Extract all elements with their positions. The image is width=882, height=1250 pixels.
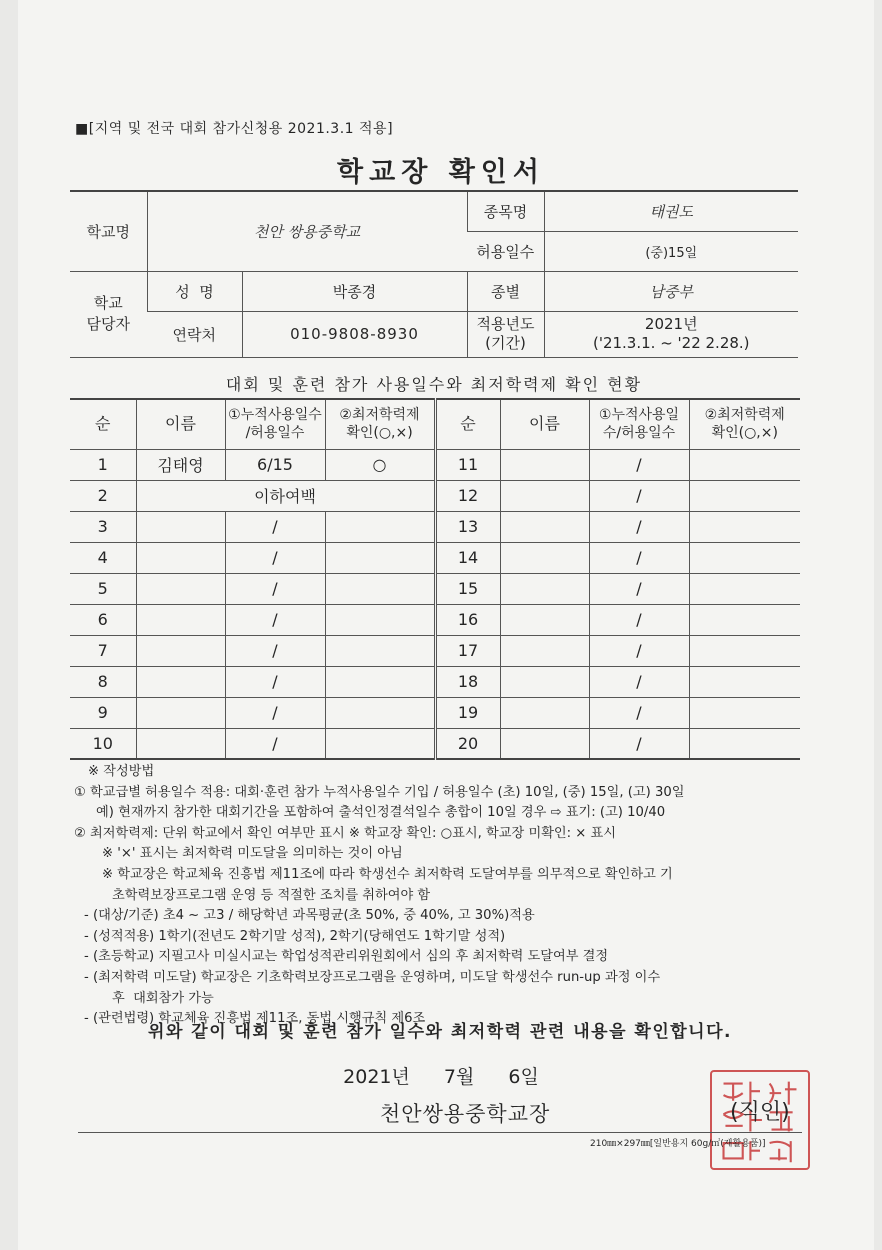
athlete-name <box>136 697 225 728</box>
header-days-line2: /허용일수 <box>245 425 305 442</box>
header-days <box>225 399 325 449</box>
athlete-name <box>500 635 589 666</box>
athlete-name <box>136 666 225 697</box>
allow-value: (중)15일 <box>544 231 798 271</box>
used-days: / <box>225 635 325 666</box>
academic-check <box>689 697 800 728</box>
status-subtitle: 대회 및 훈련 참가 사용일수와 최저학력제 확인 현황 <box>225 375 643 394</box>
guide-note-2-cont: 초학력보장프로그램 운영 등 적절한 조치를 취하여야 함 <box>112 887 431 903</box>
table-row <box>70 666 800 697</box>
row-number: 15 <box>435 573 500 604</box>
guide-note-1: ※ '×' 표시는 최저학력 미도달을 의미하는 것이 아님 <box>102 846 403 862</box>
form-notice: ■[지역 및 전국 대회 참가신청용 2021.3.1 적용] <box>75 121 394 137</box>
confirmation-text: 위와 같이 대회 및 훈련 참가 일수와 최저학력 관련 내용을 확인합니다. <box>148 1022 732 1042</box>
used-days: / <box>589 573 689 604</box>
category-value: 남중부 <box>544 271 798 311</box>
athlete-name <box>500 480 589 511</box>
header-name-right: 이름 <box>500 399 589 449</box>
used-days: / <box>589 511 689 542</box>
paper-spec: 210㎜×297㎜[일반용지 60g/㎡(재활용품)] <box>590 1139 766 1149</box>
guide-item-2: ② 최저학력제: 단위 학교에서 확인 여부만 표시 ※ 학교장 확인: ○표시, 학교장 미확인: × 표시 <box>74 825 617 841</box>
table-header-row <box>70 399 800 449</box>
row-number: 16 <box>435 604 500 635</box>
row-number: 11 <box>435 449 500 480</box>
table-row <box>70 573 800 604</box>
used-days: / <box>589 635 689 666</box>
school-label: 학교명 <box>70 191 147 271</box>
academic-check: ○ <box>325 449 435 480</box>
athlete-name <box>500 604 589 635</box>
sport-value: 태권도 <box>544 191 798 231</box>
header-acad <box>325 399 435 449</box>
school-value: 천안 쌍용중학교 <box>147 191 467 271</box>
used-days: 6/15 <box>225 449 325 480</box>
athlete-name <box>136 573 225 604</box>
academic-check <box>689 542 800 573</box>
date-year: 2021년 <box>343 1066 410 1088</box>
blank-below-marker: 이하여백 <box>136 480 435 511</box>
athlete-name <box>136 728 225 759</box>
athlete-name: 김태영 <box>136 449 225 480</box>
header-name: 이름 <box>136 399 225 449</box>
academic-check <box>325 542 435 573</box>
academic-check <box>325 697 435 728</box>
signer-title: 천안쌍용중학교장 <box>380 1102 551 1126</box>
academic-check <box>325 666 435 697</box>
allow-label: 허용일수 <box>467 231 544 271</box>
guide-target: - (대상/기준) 초4 ~ 고3 / 해당학년 과목평균(초 50%, 중 40%, 고 30%)적용 <box>84 908 535 924</box>
table-row <box>70 635 800 666</box>
academic-check <box>689 635 800 666</box>
guide-item-1: ① 학교급별 허용일수 적용: 대회·훈련 참가 누적사용일수 기입 / 허용일수 (초) 10일, (중) 15일, (고) 30일 <box>74 784 685 800</box>
athlete-name <box>500 542 589 573</box>
guide-law: - (관련법령) 학교체육 진흥법 제11조, 동법 시행규칙 제6조 <box>84 1011 426 1027</box>
header-acad-line2: 확인(○,×) <box>346 425 413 442</box>
contact-value: 010-9808-8930 <box>242 311 467 357</box>
header-acad-right-line2: 확인(○,×) <box>711 425 778 442</box>
header-days-right-line1: ①누적사용일 <box>598 407 680 424</box>
seal-mark-label: (직인) <box>730 1100 790 1125</box>
used-days: / <box>225 542 325 573</box>
academic-check <box>325 728 435 759</box>
row-number: 17 <box>435 635 500 666</box>
used-days: / <box>589 697 689 728</box>
academic-check <box>689 573 800 604</box>
header-no-right: 순 <box>435 399 500 449</box>
used-days: / <box>225 697 325 728</box>
academic-check <box>689 666 800 697</box>
header-days-right-line2: 수/허용일수 <box>602 425 676 442</box>
guide-note-2: ※ 학교장은 학교체육 진흥법 제11조에 따라 학생선수 최저학력 도달여부를 의무적으로 확인하고 기 <box>102 866 673 882</box>
academic-check <box>325 511 435 542</box>
year-value-line1: 2021년 <box>644 314 698 333</box>
header-acad-right <box>689 399 800 449</box>
athlete-name <box>136 511 225 542</box>
academic-check <box>689 728 800 759</box>
row-number: 19 <box>435 697 500 728</box>
row-number: 12 <box>435 480 500 511</box>
date-month: 7월 <box>443 1066 475 1088</box>
row-number: 7 <box>70 635 136 666</box>
guide-below-min-cont: 후 대회참가 가능 <box>112 990 214 1006</box>
year-label-line2: (기간) <box>485 334 526 352</box>
athlete-name <box>500 728 589 759</box>
row-number: 20 <box>435 728 500 759</box>
used-days: / <box>225 511 325 542</box>
row-number: 8 <box>70 666 136 697</box>
academic-check <box>325 635 435 666</box>
academic-check <box>689 480 800 511</box>
row-number: 14 <box>435 542 500 573</box>
academic-check <box>689 511 800 542</box>
row-number: 5 <box>70 573 136 604</box>
athlete-table <box>70 398 800 760</box>
academic-check <box>325 573 435 604</box>
used-days: / <box>225 573 325 604</box>
row-number: 9 <box>70 697 136 728</box>
athlete-name <box>500 697 589 728</box>
header-acad-line1: ②최저학력제 <box>339 407 420 424</box>
table-row <box>70 604 800 635</box>
athlete-name <box>136 604 225 635</box>
academic-check <box>689 604 800 635</box>
header-days-right <box>589 399 689 449</box>
athlete-name <box>500 511 589 542</box>
writing-guide <box>74 762 804 1030</box>
guide-below-min: - (최저학력 미도달) 학교장은 기초학력보장프로그램을 운영하며, 미도달 학생선수 run-up 과정 이수 <box>84 969 661 985</box>
name-value: 박종경 <box>242 271 467 311</box>
table-row <box>70 480 800 511</box>
guide-item-1-example: 예) 현재까지 참가한 대회기간을 포함하여 출석인정결석일수 총합이 10일 경우 ⇨ 표기: (고) 10/40 <box>96 805 666 821</box>
manager-label-line2: 담당자 <box>86 315 130 333</box>
row-number: 1 <box>70 449 136 480</box>
used-days: / <box>589 542 689 573</box>
row-number: 18 <box>435 666 500 697</box>
athlete-name <box>136 542 225 573</box>
guide-elementary: - (초등학교) 지필고사 미실시교는 학업성적관리위원회에서 심의 후 최저학력 도달여부 결정 <box>84 949 609 965</box>
year-label <box>467 311 544 357</box>
used-days: / <box>225 728 325 759</box>
header-no: 순 <box>70 399 136 449</box>
header-acad-right-line1: ②최저학력제 <box>704 407 785 424</box>
academic-check <box>689 449 800 480</box>
info-table <box>70 190 798 358</box>
used-days: / <box>589 666 689 697</box>
year-label-line1: 적용년도 <box>476 314 535 333</box>
date-day: 6일 <box>508 1066 539 1088</box>
document-title: 학교장 확인서 <box>337 157 545 188</box>
athlete-name <box>500 449 589 480</box>
category-label: 종별 <box>467 271 544 311</box>
manager-label-line1: 학교 <box>93 294 123 312</box>
header-days-line1: ①누적사용일수 <box>228 407 322 424</box>
table-row <box>70 449 800 480</box>
used-days: / <box>589 728 689 759</box>
name-label: 성 명 <box>147 271 242 311</box>
athlete-name <box>500 666 589 697</box>
athlete-name <box>500 573 589 604</box>
table-row <box>70 728 800 759</box>
manager-label <box>70 271 147 357</box>
used-days: / <box>589 449 689 480</box>
used-days: / <box>589 480 689 511</box>
table-row <box>70 697 800 728</box>
academic-check <box>325 604 435 635</box>
athlete-name <box>136 635 225 666</box>
row-number: 2 <box>70 480 136 511</box>
row-number: 6 <box>70 604 136 635</box>
row-number: 3 <box>70 511 136 542</box>
used-days: / <box>225 604 325 635</box>
year-value <box>544 311 798 357</box>
used-days: / <box>225 666 325 697</box>
contact-label: 연락처 <box>147 311 242 357</box>
used-days: / <box>589 604 689 635</box>
guide-grades: - (성적적용) 1학기(전년도 2학기말 성적), 2학기(당해연도 1학기말 성적) <box>84 928 506 944</box>
year-value-line2: ('21.3.1. ~ '22 2.28.) <box>592 334 750 352</box>
footer-divider <box>78 1132 802 1133</box>
guide-heading: ※ 작성방법 <box>88 764 155 779</box>
table-row <box>70 511 800 542</box>
table-row <box>70 542 800 573</box>
row-number: 13 <box>435 511 500 542</box>
row-number: 10 <box>70 728 136 759</box>
sport-label: 종목명 <box>467 191 544 231</box>
row-number: 4 <box>70 542 136 573</box>
